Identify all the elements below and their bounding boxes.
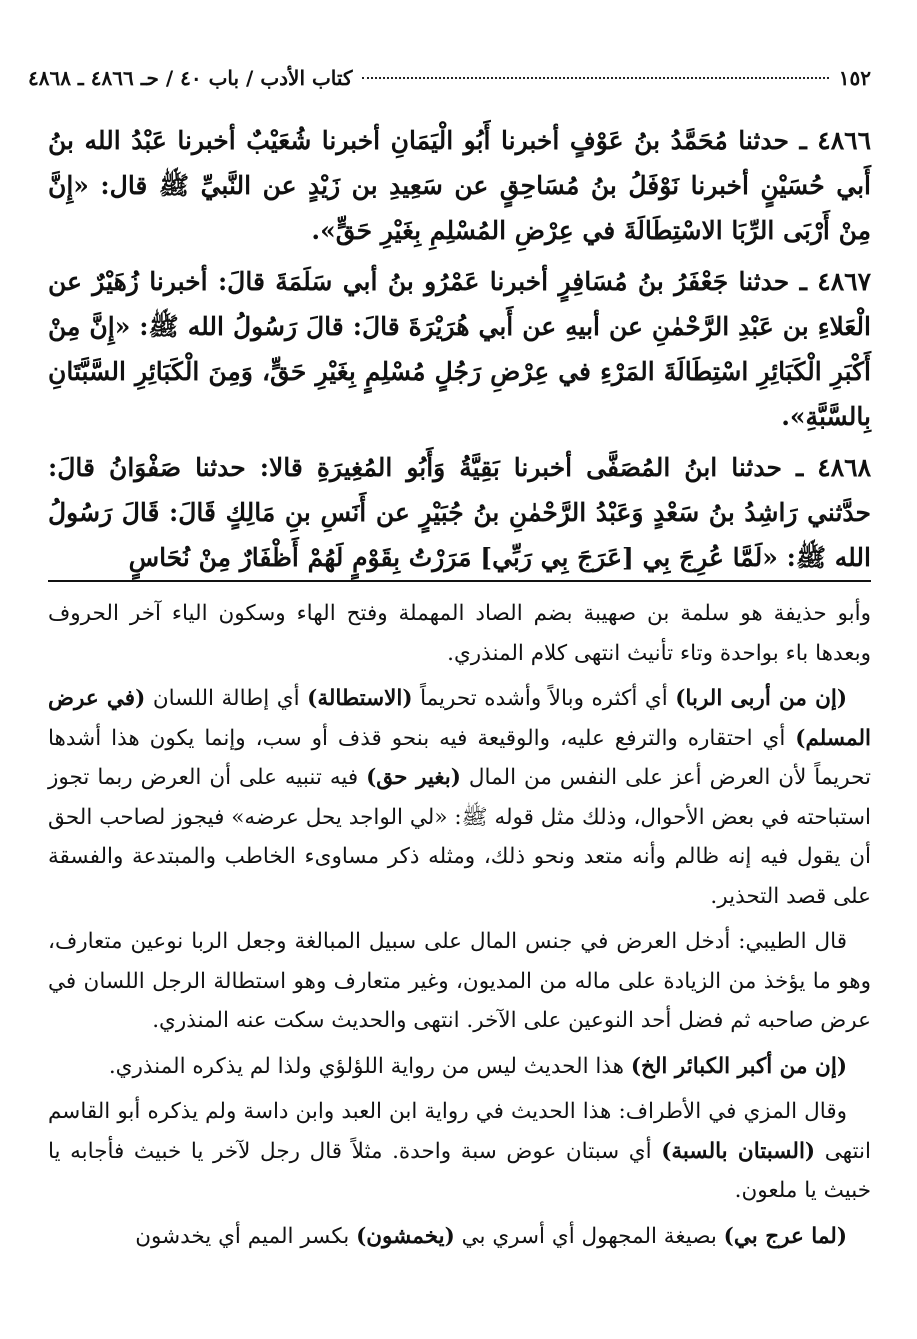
- commentary-text: وقال المزي في الأطراف: هذا الحديث في رواية ابن العبد وابن داسة ولم يذكره أبو القاسم انتهى: [48, 1099, 871, 1164]
- page-number: ١٥٢: [838, 66, 871, 90]
- hadith-text: [48, 118, 871, 586]
- hadith-body: ـ حدثنا جَعْفَرُ بنُ مُسَافِرٍ أخبرنا عَمْرُو بنُ أبي سَلَمَةَ قالَ: أخبرنا زُهَيْرٌ عن الْعَلاءِ بن عَبْدِ الرَّحْمٰنِ عن أبيهِ عن أَبي هُرَيْرَةَ قالَ: قالَ رَسُولُ الله ﷺ: «إِنَّ مِنْ أَكْبَرِ الْكَبَائِرِ اسْتِطَالَةَ المَرْءِ في عِرْضِ رَجُلٍ مُسْلِمٍ بِغَيْرِ حَقٍّ، وَمِنَ الْكَبَائِرِ السَّبَّتَانِ بِالسَّبَّةِ».: [48, 267, 871, 431]
- commentary-paragraph: [48, 1092, 871, 1211]
- page-header: [28, 58, 871, 98]
- commentary-text: هذا الحديث ليس من رواية اللؤلؤي ولذا لم يذكره المنذري.: [108, 1053, 631, 1079]
- commentary-text: قال الطيبي: أدخل العرض في جنس المال على سبيل المبالغة وجعل الربا نوعين متعارف، وهو ما يؤخذ من الزيادة على ماله من المديون، وغير متعارف وهو استطالة الرجل اللسان في عرض صاحبه ثم فضل أحد النوعين على الآخر. انتهى والحديث سكت عنه المنذري.: [48, 929, 871, 1033]
- hadith-paragraph: [48, 445, 871, 580]
- commentary-text: بصيغة المجهول أي أسري بي: [454, 1223, 724, 1249]
- commentary-text: أي سبتان عوض سبة واحدة. مثلاً قال رجل لآخر يا خبيث فأجابه يا خبيث يا ملعون.: [48, 1138, 871, 1203]
- commentary-paragraph: [48, 1047, 871, 1087]
- commentary-text: فيه تنبيه على أن العرض ربما تجوز استباحته في بعض الأحوال، وذلك مثل قوله ﷺ: «لي الواجد يحل عرضه» فيجوز لصاحب الحق أن يقول فيه إنه ظالم وأنه متعد ونحو ذلك، ومثله ذكر مساوىء الخاطب والمبتدعة والفسقة على قصد التحذير.: [48, 765, 871, 909]
- hadith-paragraph: [48, 118, 871, 253]
- commentary-lemma: (إن من أكبر الكبائر الخ): [630, 1053, 847, 1079]
- commentary-paragraph: [48, 1217, 871, 1257]
- commentary-lemma: (إن من أربى الربا): [675, 686, 848, 711]
- commentary-text: أي أكثره وبالاً وأشده تحريماً: [412, 686, 676, 711]
- hadith-paragraph: [48, 259, 871, 439]
- commentary-lemma: (السبتان بالسبة): [661, 1138, 816, 1164]
- commentary: [48, 594, 871, 1262]
- commentary-text: أي احتقاره والترفع عليه، والوقيعة فيه بنحو قذف أو سب، وإنما يكون هذا أشدها تحريماً لأن العرض أعز على النفس من المال: [48, 725, 871, 790]
- commentary-paragraph: [48, 679, 871, 916]
- hadith-number: ٤٨٦٨: [817, 453, 871, 482]
- commentary-lemma: (في عرض المسلم): [48, 686, 871, 751]
- commentary-lemma: (يخمشون): [356, 1223, 455, 1249]
- running-title: كتاب الأدب / باب ٤٠ / حـ ٤٨٦٦ ـ ٤٨٦٨: [28, 66, 353, 90]
- commentary-lemma: (بغير حق): [366, 765, 461, 790]
- commentary-paragraph: [48, 594, 871, 673]
- hadith-body: ـ حدثنا مُحَمَّدُ بنُ عَوْفٍ أخبرنا أَبُو الْيَمَانِ أخبرنا شُعَيْبٌ أخبرنا عَبْدُ الله بنُ أَبي حُسَيْنٍ أخبرنا نَوْفَلُ بنُ مُسَاحِقٍ عن سَعِيدِ بن زَيْدٍ عن النَّبيِّ ﷺ قال: «إِنَّ مِنْ أَرْبَى الرِّبَا الاسْتِطَالَةَ في عِرْضِ المُسْلِمِ بِغَيْرِ حَقٍّ».: [48, 126, 871, 245]
- hadith-number: ٤٨٦٦: [817, 126, 871, 155]
- header-dot-leader: [362, 77, 828, 79]
- commentary-lemma: (الاستطالة): [307, 686, 413, 711]
- commentary-text: أي إطالة اللسان: [145, 686, 308, 711]
- footnote-divider: [48, 580, 871, 582]
- commentary-paragraph: [48, 922, 871, 1041]
- hadith-body: ـ حدثنا ابنُ المُصَفَّى أخبرنا بَقِيَّةُ وَأَبُو المُغِيرَةِ قالا: حدثنا صَفْوَانُ قالَ: حدَّثني رَاشِدُ بنُ سَعْدٍ وَعَبْدُ الرَّحْمٰنِ بنُ جُبَيْرٍ عن أَنَسِ بنِ مَالِكٍ قَالَ: قَالَ رَسُولُ الله ﷺ: «لَمَّا عُرِجَ بِي [عَرَجَ بِي رَبِّي] مَرَرْتُ بِقَوْمٍ لَهُمْ أَظْفَارٌ مِنْ نُحَاسٍ: [48, 453, 871, 572]
- hadith-number: ٤٨٦٧: [817, 267, 871, 296]
- commentary-text: وأبو حذيفة هو سلمة بن صهيبة بضم الصاد المهملة وفتح الهاء وسكون الياء آخر الحروف وبعدها باء بواحدة وتاء تأنيث انتهى كلام المنذري.: [48, 601, 871, 666]
- commentary-text: بكسر الميم أي يخدشون: [135, 1223, 357, 1249]
- commentary-lemma: (لما عرج بي): [723, 1223, 847, 1249]
